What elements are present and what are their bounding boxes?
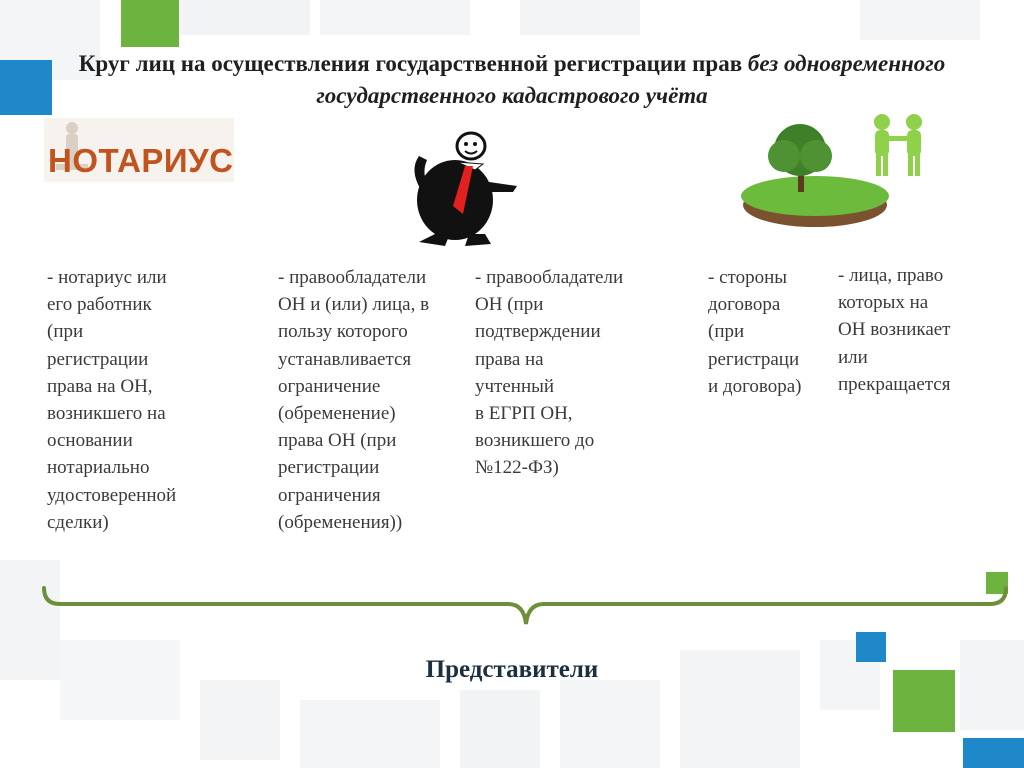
person-with-tie-icon bbox=[405, 130, 520, 248]
land-and-people-icon bbox=[740, 110, 940, 235]
column-notary: - нотариус или его работник (при регистрации права на ОН, возникшего на основании нотариально удостоверенной сделки) bbox=[47, 267, 177, 533]
accent-square bbox=[121, 0, 179, 47]
slide-title: Круг лиц на осуществления государственной регистрации прав без одновременного государственного кадастрового учёта bbox=[78, 51, 946, 108]
accent-square bbox=[963, 738, 1024, 768]
column-rightholders-encumbrance: - правообладатели ОН и (или) лица, в пользу которого устанавливается ограничение (обременение) права ОН (при регистрации ограничения (обременения)) bbox=[278, 267, 430, 533]
accent-square bbox=[0, 60, 52, 115]
column-contract-parties: - стороны договора (при регистраци и договора) bbox=[708, 267, 802, 397]
column-rightholders-egrp: - правообладатели ОН (при подтверждении права на учтенный в ЕГРП ОН, возникшего до №122-ФЗ) bbox=[475, 267, 624, 479]
curly-brace-icon bbox=[40, 580, 1010, 632]
notary-logo-text: НОТАРИУС bbox=[48, 142, 234, 179]
representatives-label: Представители bbox=[425, 656, 599, 683]
column-persons-rights: - лица, право которых на ОН возникает или прекращается bbox=[838, 265, 951, 395]
notary-logo bbox=[44, 118, 234, 182]
